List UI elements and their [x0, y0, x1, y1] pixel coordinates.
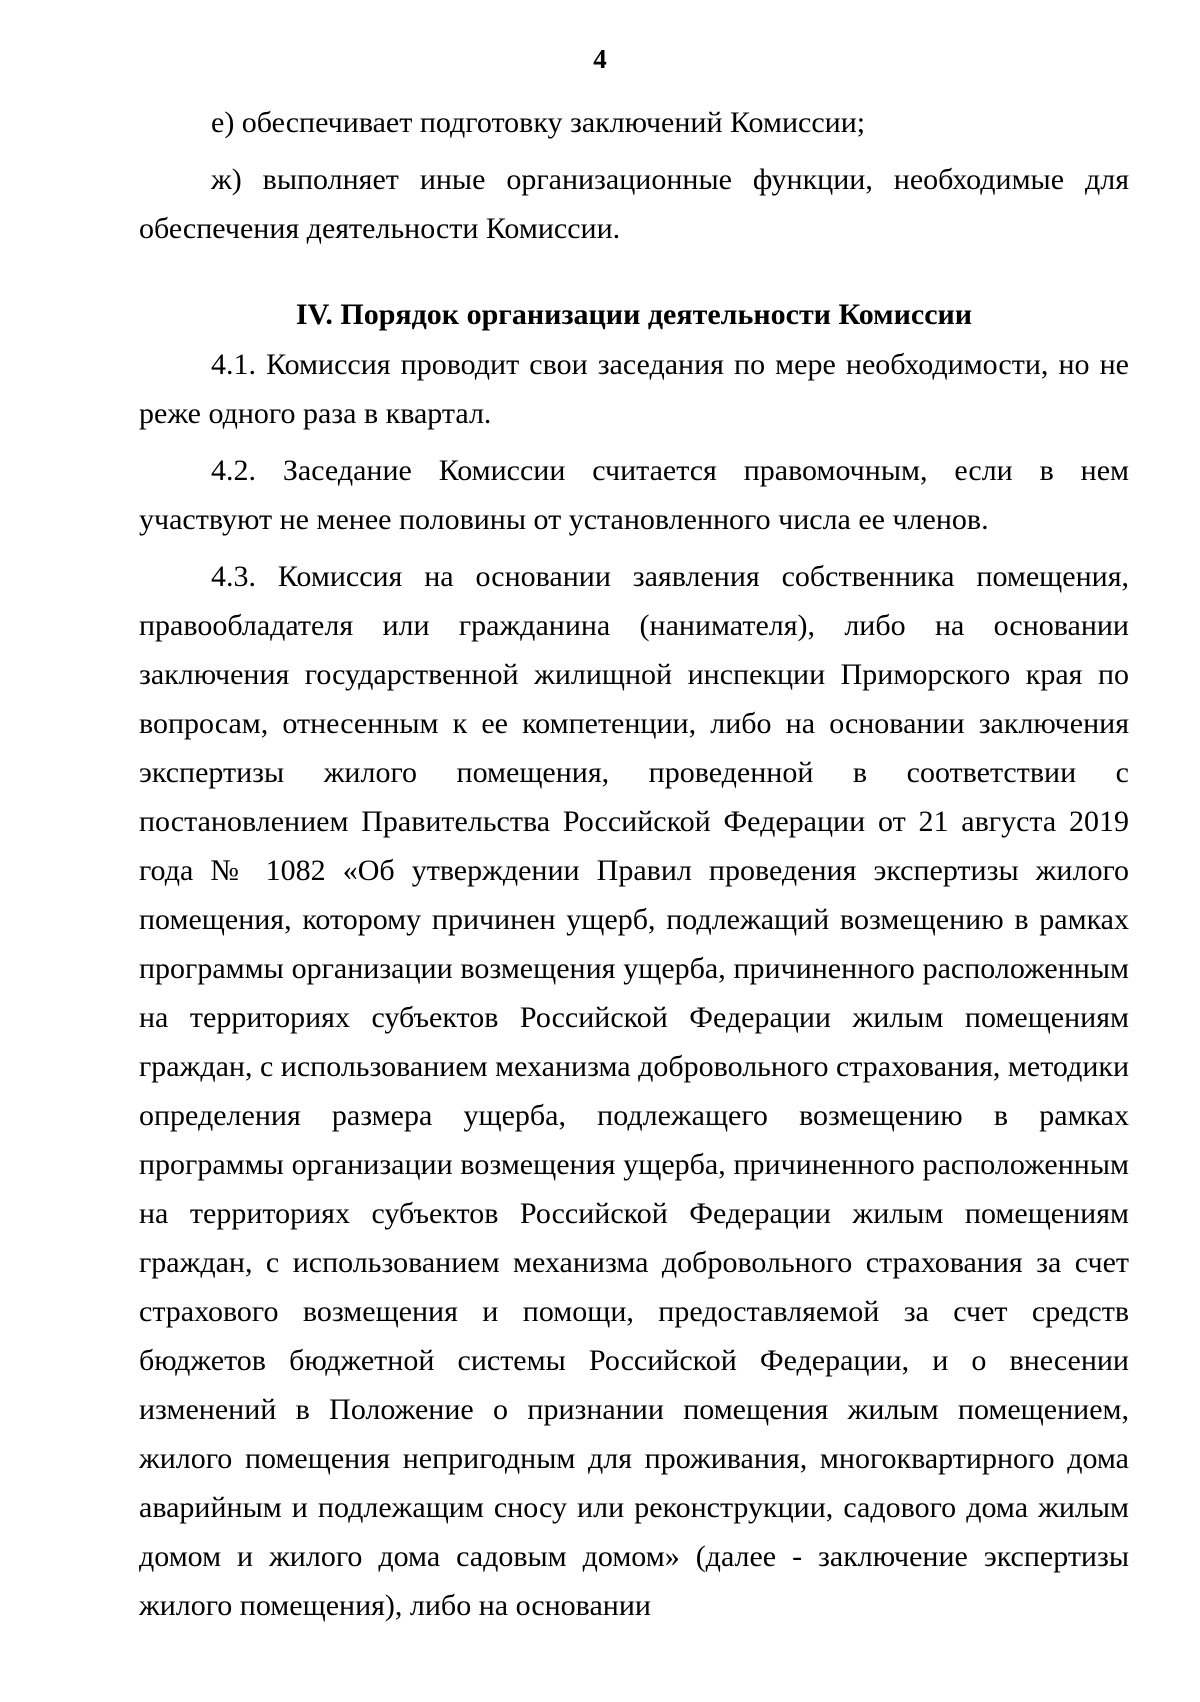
paragraph-4-2: 4.2. Заседание Комиссии считается правомочным, если в нем участвуют не менее половины от установленного числа ее членов. — [139, 454, 1129, 536]
paragraph-item-e: е) обеспечивает подготовку заключений Комиссии; — [211, 106, 866, 139]
paragraph-4-3: 4.3. Комиссия на основании заявления собственника помещения, правообладателя или гражданина (нанимателя), либо на основании заключения государственной жилищной инспекции Приморского края по вопросам, отнесенным к ее компетенции, либо на основании заключения экспертизы жилого помещения, проведенной в соответствии с постановлением Правительства Российской Федерации от 21 августа 2019 года № 1082 «Об утверждении Правил проведения экспертизы жилого помещения, которому причинен ущерб, подлежащий возмещению в рамках программы организации возмещения ущерба, причиненного расположенным на территориях субъектов Российской Федерации жилым помещениям граждан, с использованием механизма добровольного страхования, методики определения размера ущерба, подлежащего возмещению в рамках программы организации возмещения ущерба, причиненного расположенным на территориях субъектов Российской Федерации жилым помещениям граждан, с использованием механизма добровольного страхования за счет страхового возмещения и помощи, предоставляемой за счет средств бюджетов бюджетной системы Российской Федерации, и о внесении изменений в Положение о признании помещения жилым помещением, жилого помещения непригодным для проживания, многоквартирного дома аварийным и подлежащим сносу или реконструкции, садового дома жилым домом и жилого дома садовым домом» (далее - заключение экспертизы жилого помещения), либо на основании — [139, 560, 1130, 1622]
paragraph-item-zh: ж) выполняет иные организационные функции, необходимые для обеспечения деятельности Комиссии. — [139, 163, 1129, 245]
section-heading: IV. Порядок организации деятельности Комиссии — [295, 298, 973, 331]
document-body — [139, 98, 1129, 1630]
page-number: 4 — [593, 44, 607, 74]
paragraph-4-1: 4.1. Комиссия проводит свои заседания по мере необходимости, но не реже одного раза в квартал. — [139, 348, 1129, 430]
